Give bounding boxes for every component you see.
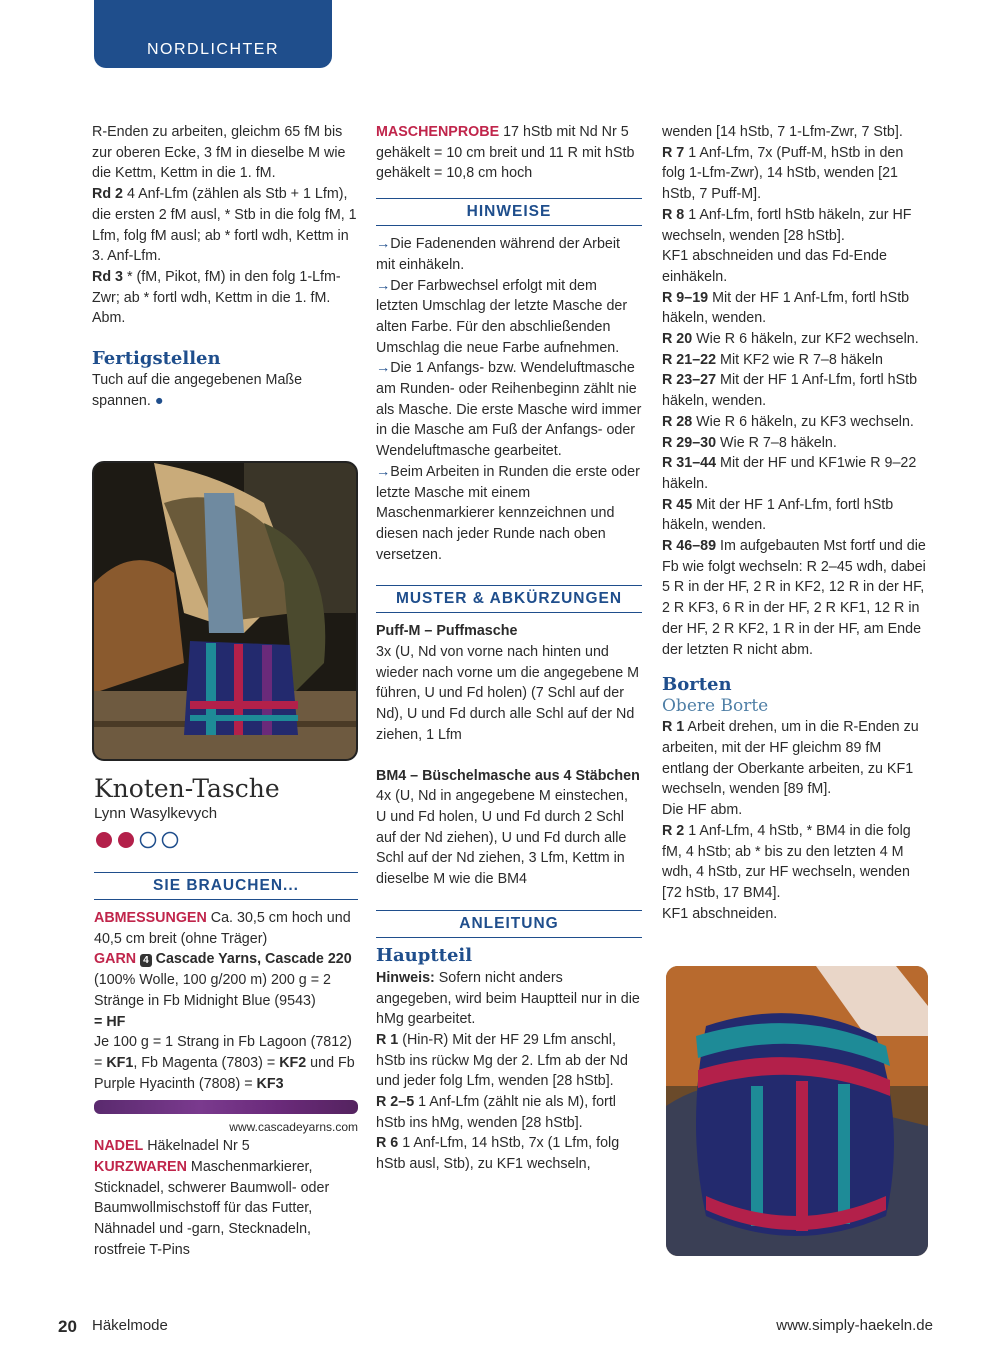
paragraph: R 2 1 Anf-Lfm, 4 hStb, * BM4 in die folg fM, 4 hStb; ab * bis zu den letzten 4 M wdh, 4 hStb, zur HF wechseln, wenden [72 hStb, 17 BM4]. — [662, 822, 911, 901]
paragraph: 3x (U, Nd von vorne nach hinten und wieder nach vorne um die angegebene M führen, U und Fd holen) (7 Schl auf der Nd), U und Fd durch alle Schl auf der Nd ziehen, 1 Lfm — [376, 644, 640, 743]
hint-item: → Der Farbwechsel erfolgt mit dem letzten Umschlag der letzte Masche der alten Farbe. Für den abschließenden Umschlag die neue Farbe aufnehmen. — [376, 276, 642, 359]
paragraph: R 23–27 Mit der HF 1 Anf-Lfm, fortl hStb häkeln, wenden. — [662, 372, 918, 410]
end-mark-icon: ● — [154, 392, 164, 409]
paragraph: Tuch auf die angegebenen Maße spannen. ● — [92, 372, 303, 409]
paragraph: R 45 Mit der HF 1 Anf-Lfm, fortl hStb häkeln, wenden. — [662, 496, 894, 534]
magazine-name: Häkelmode — [92, 1317, 168, 1334]
paragraph: R 9–19 Mit der HF 1 Anf-Lfm, fortl hStb häkeln, wenden. — [662, 289, 910, 327]
paragraph: Je 100 g = 1 Strang in Fb Lagoon (7812) = KF1, Fb Magenta (7803) = KF2 und Fb Purple Hyacinth (7808) = KF3 — [94, 1034, 355, 1092]
difficulty-icons — [94, 830, 194, 850]
paragraph: R 1 (Hin-R) Mit der HF 29 Lfm anschl, hStb ins rückw Mg der 2. Lfm ab der Nd und jeder folg Lfm, wenden [28 hStb]. — [376, 1031, 628, 1090]
paragraph: R 46–89 Im aufgebauten Mst fortf und die Fb wie folgt wechseln: R 2–45 wdh, dabei 5 R in der HF, 2 R in KF2, 12 R in der HF, 2 R KF3, 6 R in der HF, 2 R KF1, 12 R in der HF, 2 R KF2, 1 R in der HF, am Ende der letzten R nicht abm. — [662, 538, 926, 658]
paragraph: R 1 Arbeit drehen, um in die R-Enden zu arbeiten, mit der HF gleichm 89 fM entlang der Oberkante arbeiten, zu KF1 wechseln, wenden [89 fM]. — [662, 719, 919, 798]
paragraph: 4x (U, Nd in angegebene M einstechen, U und Fd holen, U und Fd durch 2 Schl auf der Nd ziehen), U und Fd durch alle Schl auf der Nd ziehen, 3 Lfm, Kettm in dieselbe M wie die BM4 — [376, 788, 628, 888]
anleitung-heading: ANLEITUNG — [376, 910, 642, 938]
project-block — [94, 774, 360, 852]
page-number: 20 — [58, 1317, 77, 1336]
column-3 — [662, 122, 930, 924]
hinweise-heading: HINWEISE — [376, 198, 642, 226]
paragraph: R 29–30 Wie R 7–8 häkeln. — [662, 434, 837, 451]
fertigstellen-title: Fertigstellen — [92, 348, 221, 369]
hint-item: → Die 1 Anfangs- bzw. Wendeluftmasche am Runden- oder Reihenbeginn zählt nie als Masche. Die erste Masche wird immer in die Masche am Fuß der Anfangs- oder Wendeluftmasche gearbeitet. — [376, 358, 642, 462]
column-2 — [376, 122, 642, 1175]
obere-borte-title: Obere Borte — [662, 696, 769, 717]
bm4-title: BM4 – Büschelmasche aus 4 Stäbchen — [376, 767, 640, 784]
paragraph: KURZWAREN Maschenmarkierer, Sticknadel, schwerer Baumwoll- oder Baumwollmischstoff für das Futter, Nähnadel und -garn, Stecknadeln, rostfreie T-Pins — [94, 1159, 330, 1258]
paragraph: Die HF abm. — [662, 802, 743, 819]
paragraph: Rd 2 4 Anf-Lfm (zählen als Stb + 1 Lfm), die ersten 2 fM ausl, * Stb in die folg fM, 1 Lfm, folg fM ausl; ab * fortl wdh, Kettm in 3. Anf-Lfm. — [92, 186, 357, 265]
paragraph: R 8 1 Anf-Lfm, fortl hStb häkeln, zur HF wechseln, wenden [28 hStb]. — [662, 206, 912, 244]
materials-section — [94, 872, 358, 1261]
designer-name: Lynn Wasylkevych — [94, 805, 218, 822]
yarn-weight-badge: 4 — [140, 954, 152, 967]
paragraph: GARN 4 Cascade Yarns, Cascade 220 (100% Wolle, 100 g/200 m) 200 g = 2 Stränge in Fb Midnight Blue (9543) — [94, 951, 352, 1009]
bag-photo-illustration — [94, 463, 356, 759]
puff-title: Puff-M – Puffmasche — [376, 623, 518, 640]
paragraph: R 6 1 Anf-Lfm, 14 hStb, 7x (1 Lfm, folg hStb ausl, Stb), zu KF1 wechseln, — [376, 1135, 620, 1173]
paragraph: R 20 Wie R 6 häkeln, zur KF2 wechseln. — [662, 331, 919, 348]
paragraph: KF1 abschneiden und das Fd-Ende einhäkeln. — [662, 248, 887, 285]
paragraph: MASCHENPROBE 17 hStb mit Nd Nr 5 gehäkelt = 10 cm breit und 11 R mit hStb gehäkelt = 10,8 cm hoch — [376, 124, 635, 182]
paragraph: Rd 3 * (fM, Pikot, fM) in den folg 1-Lfm-Zwr; ab * fortl wdh, Kettm in die 1. fM. Abm. — [92, 268, 341, 327]
hauptteil-title: Hauptteil — [376, 944, 473, 966]
difficulty-rating — [94, 830, 360, 852]
paragraph: KF1 abschneiden. — [662, 905, 778, 922]
paragraph: R 21–22 Mit KF2 wie R 7–8 häkeln — [662, 351, 883, 368]
paragraph: = HF — [94, 1013, 126, 1030]
hint-item: → Die Fadenenden während der Arbeit mit einhäkeln. — [376, 234, 642, 275]
column-1 — [92, 122, 360, 329]
paragraph: wenden [14 hStb, 7 1-Lfm-Zwr, 7 Stb]. — [662, 124, 903, 140]
fertigstellen-section — [92, 348, 360, 411]
paragraph: R 7 1 Anf-Lfm, 7x (Puff-M, hStb in den folg 1-Lfm-Zwr), 14 hStb, wenden [21 hStb, 7 Puff-M]. — [662, 144, 904, 203]
paragraph: ABMESSUNGEN Ca. 30,5 cm hoch und 40,5 cm breit (ohne Träger) — [94, 910, 351, 947]
section-tab — [94, 0, 332, 68]
bag-photo-closeup — [666, 966, 928, 1256]
footer-url: www.simply-haekeln.de — [776, 1317, 933, 1334]
muster-heading: MUSTER & ABKÜRZUNGEN — [376, 585, 642, 613]
bag-photo-model — [92, 461, 358, 761]
section-title: NORDLICHTER — [146, 41, 280, 58]
paragraph: R 2–5 1 Anf-Lfm (zählt nie als M), fortl hStb ins hMg, wenden [28 hStb]. — [376, 1094, 616, 1131]
project-title: Knoten-Tasche — [94, 774, 280, 803]
yarn-url: www.cascadeyarns.com — [229, 1120, 358, 1135]
paragraph: NADEL Häkelnadel Nr 5 — [94, 1138, 250, 1155]
needs-heading: SIE BRAUCHEN... — [94, 872, 358, 900]
hint-item: → Beim Arbeiten in Runden die erste oder letzte Masche mit einem Maschenmarkierer kennzeichnen und diesen nach jeder Runde nach oben versetzen. — [376, 462, 642, 566]
paragraph: R 28 Wie R 6 häkeln, zu KF3 wechseln. — [662, 413, 914, 430]
yarn-strand-image — [94, 1100, 358, 1114]
borten-title: Borten — [662, 674, 732, 696]
bag-closeup-illustration — [666, 966, 928, 1256]
paragraph: R-Enden zu arbeiten, gleichm 65 fM bis zur oberen Ecke, 3 fM in dieselbe M wie die Kettm, Kettm in die 1. fM. — [92, 124, 346, 182]
paragraph: Hinweis: Sofern nicht anders angegeben, wird beim Hauptteil nur in die hMg gearbeitet. — [376, 969, 640, 1028]
paragraph: R 31–44 Mit der HF und KF1wie R 9–22 häkeln. — [662, 455, 917, 492]
